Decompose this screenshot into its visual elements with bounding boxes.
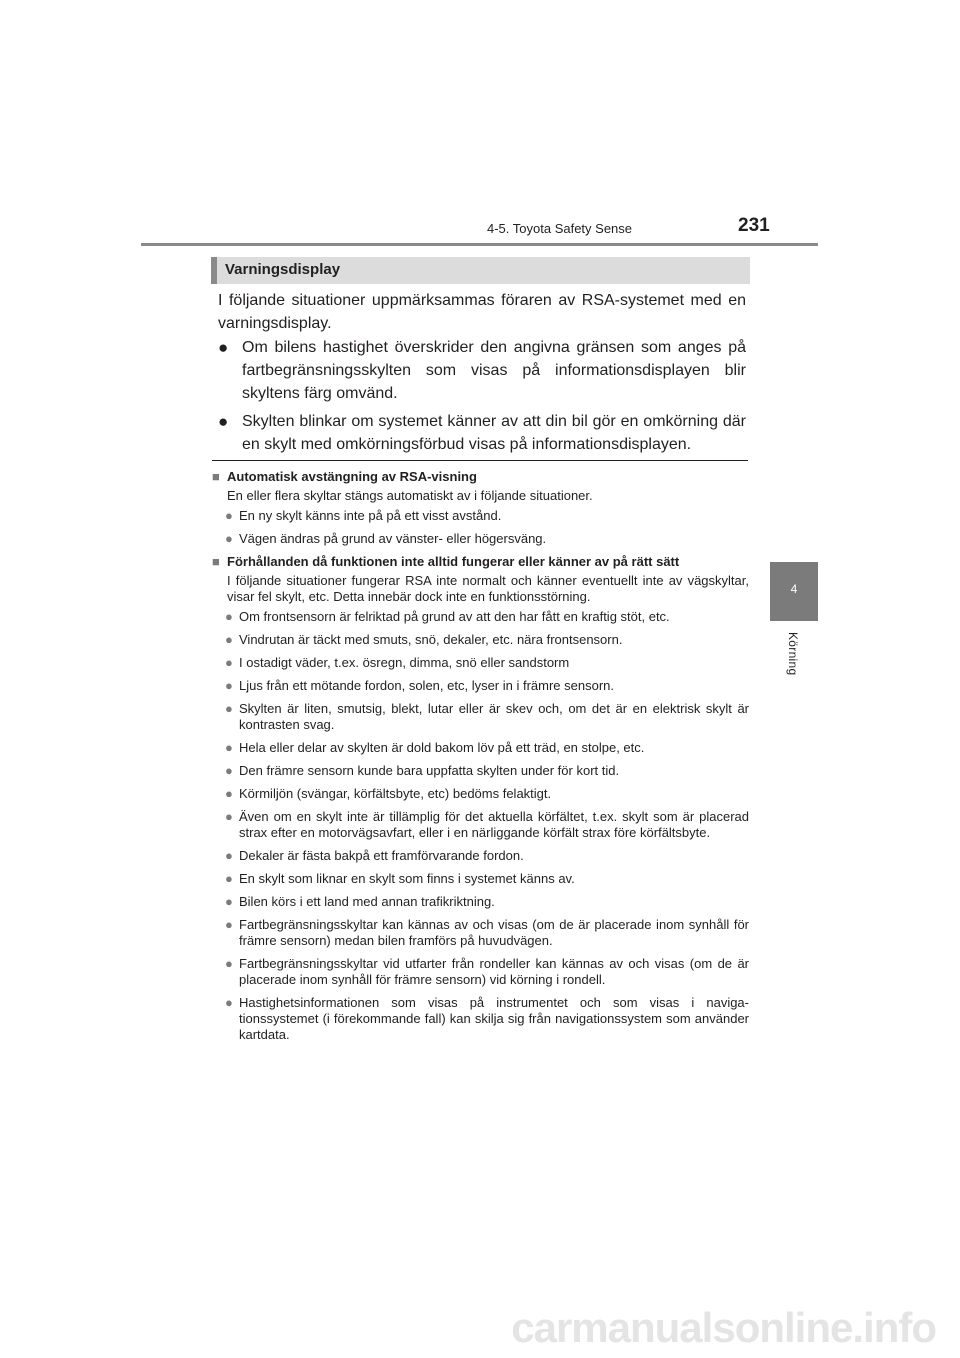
section-intro: I följande situationer uppmärksammas föraren av RSA-systemet med en varningsdisplay.	[218, 292, 746, 332]
note-list-item-text: Körmiljön (svängar, körfältsbyte, etc) bedöms felaktigt.	[239, 786, 552, 801]
note-list-item-text: Hastighetsinformationen som visas på instrumentet och som visas i naviga-tionssystemet (i förekommande fall) kan skilja sig från navigationssystem som använder kartdata.	[239, 995, 749, 1042]
bullet-icon: ●	[225, 701, 233, 716]
bullet-icon: ●	[225, 995, 233, 1010]
bullet-icon: ●	[225, 809, 233, 824]
note-heading	[212, 469, 749, 485]
bullet-icon: ●	[225, 655, 233, 670]
notes-divider	[212, 460, 748, 461]
bullet-icon: ●	[225, 740, 233, 755]
note-heading-text: Förhållanden då funktionen inte alltid fungerar eller känner av på rätt sätt	[227, 554, 680, 569]
note-list-item-text: Även om en skylt inte är tillämplig för det aktuella körfältet, t.ex. skylt som är placerad strax efter en motorvägsavfart, eller i en närliggande körfält strax före körfältsbyte.	[239, 809, 749, 840]
note-list-item	[212, 917, 749, 949]
warning-list	[218, 336, 746, 461]
bullet-icon: ●	[225, 786, 233, 801]
note-list-item	[212, 995, 749, 1043]
bullet-icon: ●	[225, 763, 233, 778]
note-list-item	[212, 508, 749, 524]
note-list	[212, 508, 749, 547]
bullet-icon: ●	[225, 956, 233, 971]
chapter-tab-divider	[770, 620, 818, 621]
bullet-icon: ●	[225, 917, 233, 932]
bullet-icon: ●	[225, 848, 233, 863]
bullet-icon: ●	[225, 508, 233, 523]
note-list-item-text: Hela eller delar av skylten är dold bakom löv på ett träd, en stolpe, etc.	[239, 740, 645, 755]
note-heading-text: Automatisk avstängning av RSA-visning	[227, 469, 477, 484]
bullet-icon: ●	[218, 412, 229, 431]
bullet-icon: ●	[225, 609, 233, 624]
bullet-icon: ●	[225, 632, 233, 647]
notes-section	[212, 469, 749, 1050]
header-divider	[141, 243, 818, 246]
warning-list-item	[218, 336, 746, 405]
note-list-item	[212, 809, 749, 841]
section-heading-bar	[211, 257, 750, 284]
bullet-icon: ●	[218, 338, 229, 357]
chapter-tab	[770, 562, 818, 620]
note-list-item-text: Vägen ändras på grund av vänster- eller högersväng.	[239, 531, 547, 546]
note-list-item	[212, 848, 749, 864]
bullet-icon: ●	[225, 678, 233, 693]
bullet-icon: ●	[225, 871, 233, 886]
note-list-item-text: Vindrutan är täckt med smuts, snö, dekaler, etc. nära frontsensorn.	[239, 632, 623, 647]
square-bullet-icon: ■	[212, 554, 220, 569]
note-list-item-text: Om frontsensorn är felriktad på grund av att den har fått en kraftig stöt, etc.	[239, 609, 670, 624]
warning-list-item-text: Om bilens hastighet överskrider den angivna gränsen som anges på fartbegränsningsskylten som visas på informationsdisplayen blir skyltens färg omvänd.	[242, 339, 746, 402]
note-list-item	[212, 786, 749, 802]
watermark	[0, 1296, 960, 1358]
note-list-item	[212, 956, 749, 988]
warning-list-item	[218, 410, 746, 456]
bullet-icon: ●	[225, 894, 233, 909]
note-list-item	[212, 531, 749, 547]
note-list-item-text: Bilen körs i ett land med annan trafikriktning.	[239, 894, 495, 909]
section-title: Varningsdisplay	[225, 261, 341, 278]
watermark-text: carmanualsonline.info	[511, 1304, 936, 1351]
note-list-item	[212, 763, 749, 779]
note-list-item	[212, 632, 749, 648]
note-list-item	[212, 609, 749, 625]
note-list-item-text: Dekaler är fästa bakpå ett framförvarande fordon.	[239, 848, 524, 863]
note-list-item	[212, 871, 749, 887]
note-list-item-text: Skylten är liten, smutsig, blekt, lutar eller är skev och, om det är en elektrisk skylt är kontrasten svag.	[239, 701, 749, 732]
page-number: 231	[738, 215, 770, 236]
note-list-item-text: I ostadigt väder, t.ex. ösregn, dimma, snö eller sandstorm	[239, 655, 570, 670]
section-heading-accent	[211, 257, 217, 284]
note-list-item-text: Fartbegränsningsskyltar kan kännas av och visas (om de är placerade inom synhåll för främre sensorn) medan bilen framförs på huvudvägen.	[239, 917, 749, 948]
warning-list-item-text: Skylten blinkar om systemet känner av att din bil gör en omkörning där en skylt med omkörningsförbud visas på informationsdisplayen.	[242, 413, 746, 453]
chapter-number: 4	[790, 582, 798, 596]
note-list-item-text: Fartbegränsningsskyltar vid utfarter från rondeller kan kännas av och visas (om de är placerade inom synhåll för främre sensorn) vid körning i rondell.	[239, 956, 749, 987]
note-text: En eller flera skyltar stängs automatiskt av i följande situationer.	[227, 488, 593, 503]
note-list-item-text: En skylt som liknar en skylt som finns i systemet känns av.	[239, 871, 575, 886]
note-list-item-text: Den främre sensorn kunde bara uppfatta skylten under för kort tid.	[239, 763, 620, 778]
chapter-label: Körning	[786, 632, 800, 676]
note-heading	[212, 554, 749, 570]
note-list-item-text: En ny skylt känns inte på på ett visst avstånd.	[239, 508, 502, 523]
header-section-title: 4-5. Toyota Safety Sense	[487, 221, 633, 236]
note-list-item	[212, 701, 749, 733]
note-text: I följande situationer fungerar RSA inte normalt och känner eventuellt inte av vägskyltar, visar fel skylt, etc. Detta innebär dock inte en funktionsstörning.	[227, 573, 749, 604]
square-bullet-icon: ■	[212, 469, 220, 484]
note-list-item	[212, 655, 749, 671]
note-list	[212, 609, 749, 1043]
bullet-icon: ●	[225, 531, 233, 546]
note-list-item	[212, 740, 749, 756]
note-list-item	[212, 894, 749, 910]
note-list-item	[212, 678, 749, 694]
note-list-item-text: Ljus från ett mötande fordon, solen, etc, lyser in i främre sensorn.	[239, 678, 615, 693]
